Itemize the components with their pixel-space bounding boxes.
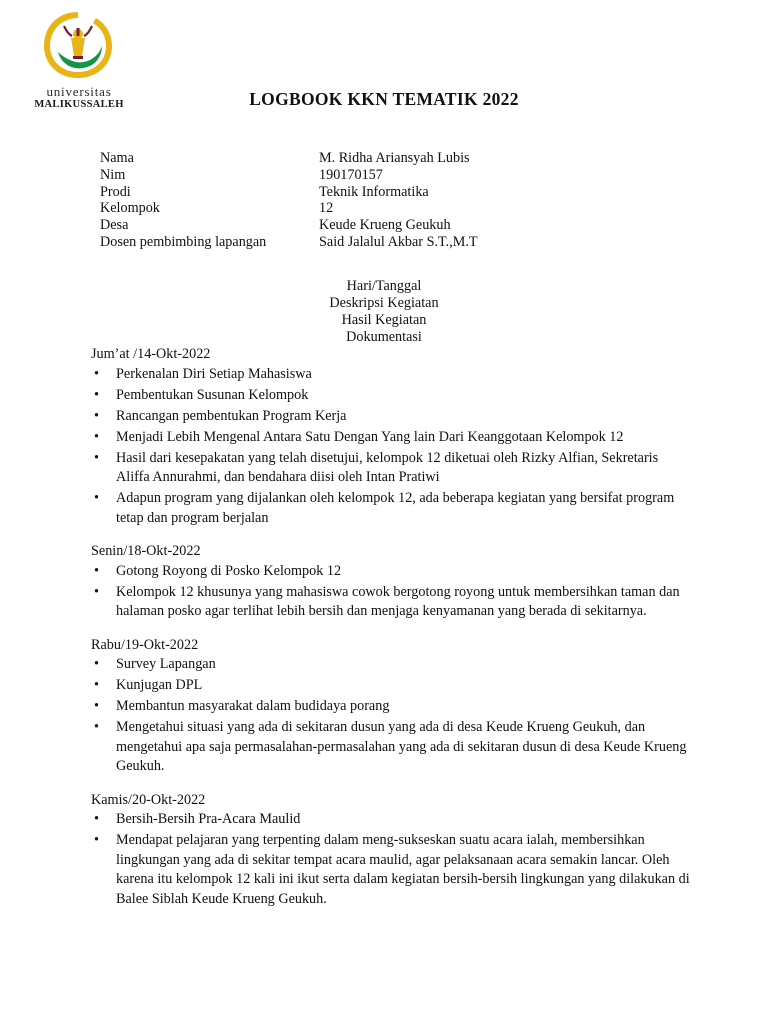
list-item [91,489,691,528]
bullet-icon: • [94,490,99,506]
item-text: Menjadi Lebih Mengenal Antara Satu Dengan Yang lain Dari Keanggotaan Kelompok 12 [116,428,624,445]
list-item [91,718,691,777]
info-row [100,200,478,217]
info-value: Keude Krueng Geukuh [319,217,451,234]
info-value: M. Ridha Ariansyah Lubis [319,150,470,166]
bullet-icon: • [94,677,99,693]
item-text: Kelompok 12 khusunya yang mahasiswa cowok bergotong royong untuk membersihkan taman dan halaman posko agar terlihat lebih bersih dan menjaga kenyamanan yang berada di sekitarnya. [116,583,680,619]
info-row [100,217,478,234]
bullet-icon: • [94,656,99,672]
heading-documentation: Dokumentasi [346,329,422,345]
activity-list [91,562,691,622]
item-text: Hasil dari kesepakatan yang telah disetujui, kelompok 12 diketuai oleh Rizky Alfian, Sekretaris Aliffa Annurahmi, dan bendahara diisi oleh Intan Pratiwi [116,449,659,485]
list-item [91,583,691,622]
info-label: Nama [100,150,134,166]
list-item [91,562,691,582]
bullet-icon: • [94,386,99,403]
item-text: Gotong Royong di Posko Kelompok 12 [116,562,342,579]
info-label: Desa [100,217,129,234]
item-text: Mendapat pelajaran yang terpenting dalam meng-sukseskan suatu acara ialah, membersihkan lingkungan yang ada di sekitar tempat acara maulid, agar pelaksanaan acara semakin lancar. Oleh karena itu kelompok 12 kali ini ikut serta dalam kegiatan bersih-bersih lingkungan yang dilakukan di Balee Siblah Keude Krueng Geukuh. [116,832,690,907]
item-text: Rancangan pembentukan Program Kerja [116,407,347,424]
info-value: Teknik Informatika [319,183,429,200]
list-item [91,831,691,909]
activity-log [91,345,691,923]
list-item [91,697,691,717]
bullet-icon: • [94,719,99,735]
bullet-icon: • [94,583,99,600]
info-row [100,184,478,201]
item-text: Pembentukan Susunan Kelompok [116,386,309,403]
info-label: Prodi [100,183,131,200]
logo-university-text: universitas [46,84,112,99]
info-label: Kelompok [100,200,160,217]
logo-campus-text: MALIKUSSALEH [34,99,124,110]
item-text: Adapun program yang dijalankan oleh kelompok 12, ada beberapa kegiatan yang bersifat program tetap dan program berjalan [116,490,675,526]
item-text: Membantun masyarakat dalam budidaya porang [116,698,390,714]
item-text: Survey Lapangan [116,656,216,672]
bullet-icon: • [94,698,99,714]
item-text: Bersih-Bersih Pra-Acara Maulid [116,811,301,827]
column-headings [0,278,768,346]
info-row [100,234,478,251]
item-text: Perkenalan Diri Setiap Mahasiswa [116,365,312,382]
bullet-icon: • [94,449,99,466]
info-value: Said Jalalul Akbar S.T.,M.T [319,233,478,250]
item-text: Mengetahui situasi yang ada di sekitaran dusun yang ada di desa Keude Krueng Geukuh, dan mengetahui apa saja permasalahan-permasalahan yang ada di sekitaran dusun di desa Keude Krueng Geukuh. [116,719,687,774]
bullet-icon: • [94,811,99,827]
info-value: 12 [319,200,334,217]
heading-result: Hasil Kegiatan [341,312,427,328]
entry-date: Jum’at /14-Okt-2022 [91,346,211,362]
info-label: Nim [100,166,126,183]
info-label: Dosen pembimbing lapangan [100,233,267,250]
student-info [100,150,478,251]
bullet-icon: • [94,365,99,382]
document-title: LOGBOOK KKN TEMATIK 2022 [249,89,519,109]
list-item [91,655,691,675]
activity-list [91,810,691,909]
list-item [91,449,691,488]
item-text: Kunjugan DPL [116,677,203,693]
bullet-icon: • [94,832,99,848]
bullet-icon: • [94,428,99,445]
entry-date: Rabu/19-Okt-2022 [91,636,199,653]
list-item [91,407,691,427]
bullet-icon: • [94,562,99,579]
list-item [91,428,691,448]
list-item [91,676,691,696]
heading-date: Hari/Tanggal [346,278,422,294]
bullet-icon: • [94,407,99,424]
info-value: 190170157 [319,166,383,183]
list-item [91,365,691,385]
list-item [91,386,691,406]
info-row [100,150,478,167]
entry-date: Kamis/20-Okt-2022 [91,791,206,808]
list-item [91,810,691,830]
entry-date: Senin/18-Okt-2022 [91,543,201,559]
activity-list [91,365,691,529]
info-row [100,167,478,184]
activity-list [91,655,691,777]
heading-description: Deskripsi Kegiatan [329,295,439,311]
university-emblem-icon [38,8,118,82]
